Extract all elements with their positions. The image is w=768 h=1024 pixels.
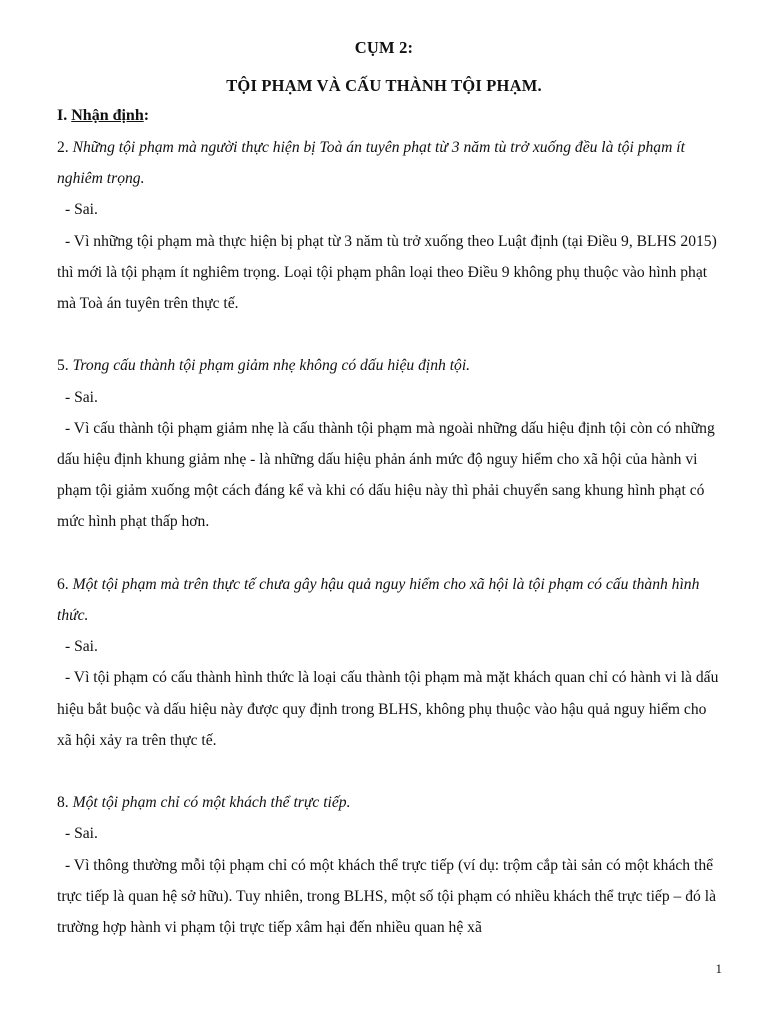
paragraph-spacer	[57, 756, 725, 787]
statement-number: 2.	[57, 139, 69, 156]
page-number: 1	[715, 961, 722, 976]
section-prefix: I.	[57, 107, 72, 124]
statement-item	[57, 569, 725, 756]
section-heading	[57, 107, 149, 125]
statement-question	[57, 350, 725, 381]
statement-number: 5.	[57, 357, 69, 375]
statement-text: Một tội phạm chỉ có một khách thể trực tiếp.	[68, 794, 351, 812]
statement-number: 8.	[57, 794, 69, 812]
paragraph-spacer	[57, 319, 725, 350]
statement-explanation: - Vì những tội phạm mà thực hiện bị phạt từ 3 năm tù trở xuống theo Luật định (tại Điều 9, BLHS 2015) thì mới là tội phạm ít nghiêm trọng. Loại tội phạm phân loại theo Điều 9 không phụ thuộc vào hình phạt mà Toà án tuyên trên thực tế.	[57, 232, 717, 313]
section-suffix: :	[143, 107, 150, 124]
document-main-title: TỘI PHẠM VÀ CẤU THÀNH TỘI PHẠM.	[226, 76, 542, 95]
statement-answer: - Sai.	[65, 825, 98, 843]
statement-explanation: - Vì cấu thành tội phạm giảm nhẹ là cấu thành tội phạm mà ngoài những dấu hiệu định tội còn có những dấu hiệu định khung giảm nhẹ - là những dấu hiệu phản ánh mức độ nguy hiểm cho xã hội của hành vi phạm tội giảm xuống một cách đáng kể và khi có dấu hiệu này thì phải chuyển sang khung hình phạt có mức hình phạt thấp hơn.	[57, 419, 715, 531]
statement-text: Những tội phạm mà người thực hiện bị Toà án tuyên phạt từ 3 năm tù trở xuống đều là tội phạm ít nghiêm trọng.	[57, 139, 685, 188]
statement-item	[57, 132, 725, 319]
statement-question	[57, 132, 725, 194]
statement-item	[57, 350, 725, 537]
statement-text: Một tội phạm mà trên thực tế chưa gây hậu quả nguy hiểm cho xã hội là tội phạm có cấu thành hình thức.	[57, 575, 700, 625]
document-body	[57, 132, 725, 943]
statement-explanation: - Vì tội phạm có cấu thành hình thức là loại cấu thành tội phạm mà mặt khách quan chỉ có hành vi là dấu hiệu bắt buộc và dấu hiệu này được quy định trong BLHS, không phụ thuộc vào hậu quả nguy hiểm cho xã hội xảy ra trên thực tế.	[57, 669, 719, 749]
statement-explanation: - Vì thông thường mỗi tội phạm chỉ có một khách thể trực tiếp (ví dụ: trộm cắp tài sản có một khách thể trực tiếp là quan hệ sở hữu). Tuy nhiên, trong BLHS, một số tội phạm có nhiều khách thể trực tiếp – đó là trường hợp hành vi phạm tội trực tiếp xâm hại đến nhiều quan hệ xã	[57, 856, 716, 937]
statement-answer: - Sai.	[65, 638, 98, 656]
statement-text: Trong cấu thành tội phạm giảm nhẹ không có dấu hiệu định tội.	[68, 357, 471, 375]
statement-answer: - Sai.	[65, 388, 98, 406]
statement-item	[57, 787, 725, 943]
paragraph-spacer	[57, 538, 725, 569]
statement-answer: - Sai.	[65, 201, 98, 219]
statement-number: 6.	[57, 575, 69, 593]
statement-question	[57, 787, 725, 818]
section-label: Nhận định	[71, 107, 144, 124]
statement-question	[57, 569, 725, 631]
document-cluster-title: CỤM 2:	[354, 38, 414, 57]
